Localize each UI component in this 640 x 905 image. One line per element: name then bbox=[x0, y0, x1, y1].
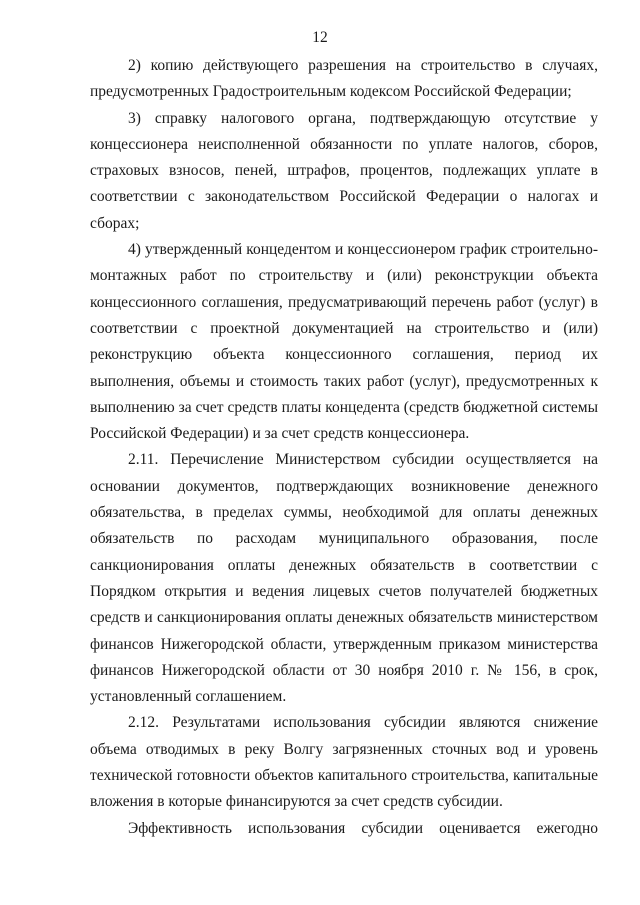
paragraph-clause-2-11: 2.11. Перечисление Министерством субсидии осуществляется на основании документов, подтверждающих возникновение денежного обязательства, в пределах суммы, необходимой для оплаты денежных обязательств по расходам муниципального образования, после санкционирования оплаты денежных обязательств в соответствии с Порядком открытия и ведения лицевых счетов получателей бюджетных средств и санкционирования оплаты денежных обязательств министерством финансов Нижегородской области, утвержденным приказом министерства финансов Нижегородской области от 30 ноября 2010 г. № 156, в срок, установленный соглашением. bbox=[90, 451, 598, 706]
page-number: 12 bbox=[312, 29, 328, 46]
paragraph-effectiveness: Эффективность использования субсидии оценивается ежегодно bbox=[128, 819, 598, 837]
document-body bbox=[90, 53, 598, 842]
paragraph-item-2: 2) копию действующего разрешения на строительство в случаях, предусмотренных Градостроительным кодексом Российской Федерации; bbox=[90, 57, 598, 101]
paragraph-item-4: 4) утвержденный концедентом и концессионером график строительно-монтажных работ по строительству и (или) реконструкции объекта концессионного соглашения, предусматривающий перечень работ (услуг) в соответствии с проектной документацией на строительство и (или) реконструкцию объекта концессионного соглашения, период их выполнения, объемы и стоимость таких работ (услуг), предусмотренных к выполнению за счет средств платы концедента (средств бюджетной системы Российской Федерации) и за счет средств концессионера. bbox=[90, 241, 598, 443]
paragraph-item-3: 3) справку налогового органа, подтверждающую отсутствие у концессионера неисполненной обязанности по уплате налогов, сборов, страховых взносов, пеней, штрафов, процентов, подлежащих уплате в соответствии с законодательством Российской Федерации о налогах и сборах; bbox=[90, 109, 598, 232]
paragraph-clause-2-12: 2.12. Результатами использования субсидии являются снижение объема отводимых в реку Волгу загрязненных сточных вод и уровень технической готовности объектов капитального строительства, капитальные вложения в которые финансируются за счет средств субсидии. bbox=[90, 714, 598, 811]
